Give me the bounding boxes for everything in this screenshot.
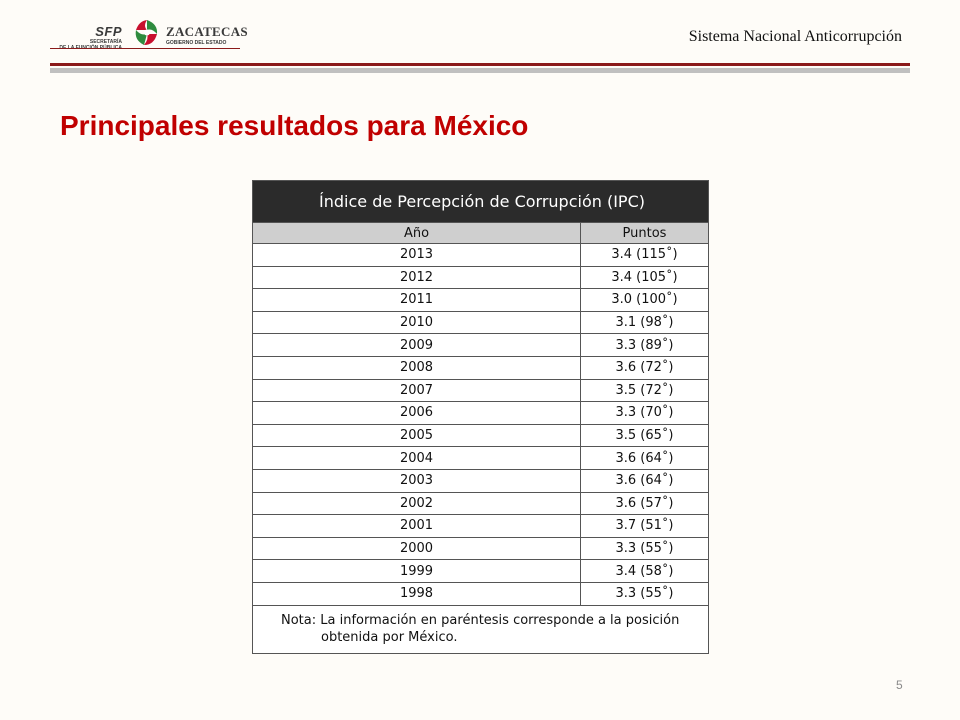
table-note-line-2: obtenida por México. — [321, 630, 458, 645]
year-cell: 1999 — [253, 560, 581, 583]
table-row — [253, 334, 709, 357]
points-cell: 3.5 (65˚) — [581, 424, 709, 447]
table-row — [253, 266, 709, 289]
sfp-logo-title: SFP — [95, 24, 122, 39]
zacatecas-logo-title: ZACATECAS — [166, 24, 248, 39]
logo-underline — [50, 48, 240, 49]
table-row — [253, 289, 709, 312]
table-caption-row — [253, 181, 709, 223]
year-cell: 2009 — [253, 334, 581, 357]
table-caption: Índice de Percepción de Corrupción (IPC) — [253, 181, 709, 223]
points-cell: 3.6 (64˚) — [581, 469, 709, 492]
year-cell: 2010 — [253, 311, 581, 334]
table-row — [253, 244, 709, 267]
table-row — [253, 424, 709, 447]
points-cell: 3.4 (58˚) — [581, 560, 709, 583]
table-row — [253, 447, 709, 470]
table-row — [253, 311, 709, 334]
system-name: Sistema Nacional Anticorrupción — [688, 28, 902, 45]
table-row — [253, 537, 709, 560]
column-header-year: Año — [253, 223, 581, 244]
table-body — [253, 244, 709, 606]
points-cell: 3.6 (64˚) — [581, 447, 709, 470]
year-cell: 1998 — [253, 582, 581, 605]
year-cell: 2000 — [253, 537, 581, 560]
points-cell: 3.3 (89˚) — [581, 334, 709, 357]
points-cell: 3.6 (72˚) — [581, 356, 709, 379]
zacatecas-logo — [166, 24, 248, 46]
zacatecas-logo-subtitle: GOBIERNO DEL ESTADO — [166, 40, 227, 46]
year-cell: 2002 — [253, 492, 581, 515]
points-cell: 3.3 (70˚) — [581, 402, 709, 425]
table-row — [253, 515, 709, 538]
table-header-row — [253, 223, 709, 244]
year-cell: 2007 — [253, 379, 581, 402]
year-cell: 2004 — [253, 447, 581, 470]
year-cell: 2001 — [253, 515, 581, 538]
page-number: 5 — [896, 678, 903, 692]
table-row — [253, 560, 709, 583]
table-row — [253, 379, 709, 402]
year-cell: 2003 — [253, 469, 581, 492]
slide-header — [0, 0, 960, 80]
year-cell: 2008 — [253, 356, 581, 379]
sfp-logo — [52, 24, 122, 51]
points-cell: 3.6 (57˚) — [581, 492, 709, 515]
year-cell: 2012 — [253, 266, 581, 289]
page-title: Principales resultados para México — [60, 110, 529, 141]
points-cell: 3.5 (72˚) — [581, 379, 709, 402]
table-row — [253, 492, 709, 515]
year-cell: 2006 — [253, 402, 581, 425]
table-row — [253, 402, 709, 425]
column-header-points: Puntos — [581, 223, 709, 244]
sfp-logo-subtitle-1: SECRETARÍA — [89, 39, 122, 45]
ipc-table — [252, 180, 709, 654]
table-row — [253, 469, 709, 492]
table-note-row — [253, 605, 709, 653]
zacatecas-emblem-icon — [132, 18, 162, 48]
table-row — [253, 582, 709, 605]
table-note-line-1: Nota: La información en paréntesis corresponde a la posición — [281, 613, 680, 628]
points-cell: 3.3 (55˚) — [581, 582, 709, 605]
points-cell: 3.3 (55˚) — [581, 537, 709, 560]
year-cell: 2005 — [253, 424, 581, 447]
header-rule-gray — [50, 68, 910, 73]
points-cell: 3.4 (105˚) — [581, 266, 709, 289]
points-cell: 3.1 (98˚) — [581, 311, 709, 334]
points-cell: 3.4 (115˚) — [581, 244, 709, 267]
points-cell: 3.0 (100˚) — [581, 289, 709, 312]
table-note — [253, 605, 709, 653]
points-cell: 3.7 (51˚) — [581, 515, 709, 538]
year-cell: 2011 — [253, 289, 581, 312]
table-row — [253, 356, 709, 379]
year-cell: 2013 — [253, 244, 581, 267]
header-rule-maroon — [50, 63, 910, 66]
